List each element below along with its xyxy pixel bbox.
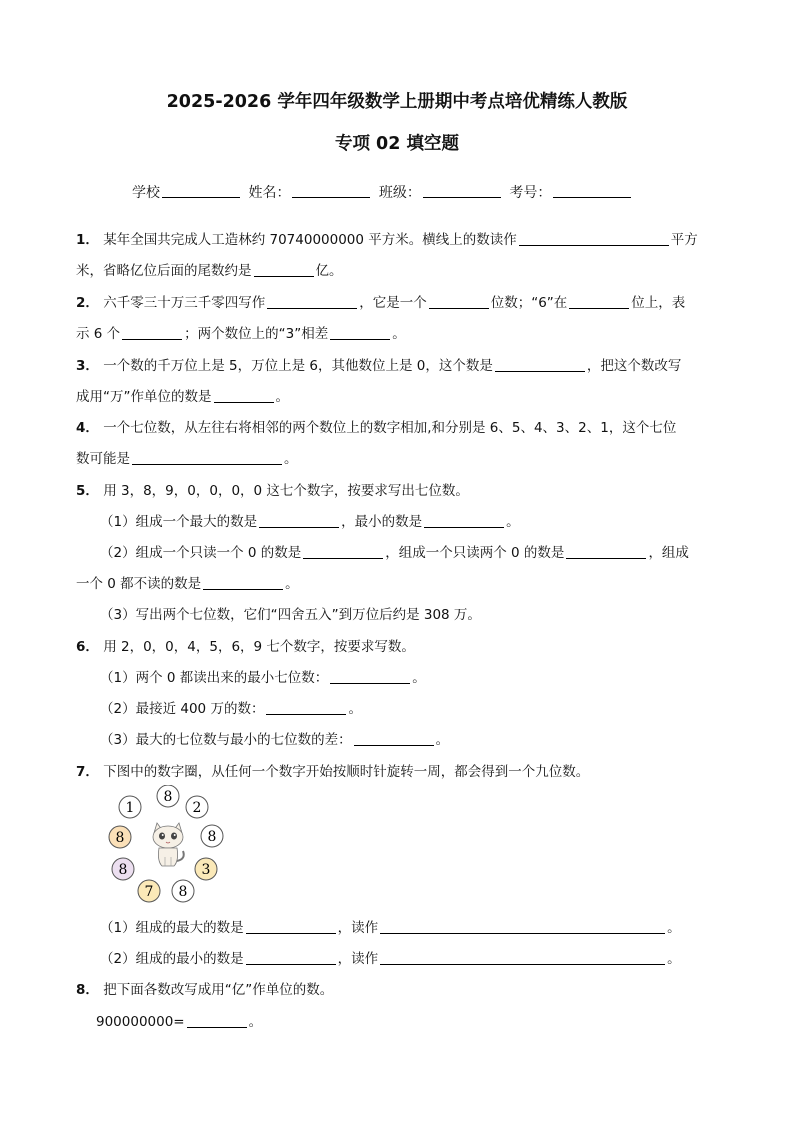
question-6-part-3: （3）最大的七位数与最小的七位数的差： 。 xyxy=(100,732,450,748)
ring-digit: 1 xyxy=(125,800,135,816)
question-6-part-1: （1）两个 0 都读出来的最小七位数： 。 xyxy=(100,670,426,686)
ring-digit: 8 xyxy=(115,830,125,846)
answer-blank[interactable] xyxy=(303,545,383,559)
ring-digit-circle xyxy=(109,826,131,848)
answer-blank[interactable] xyxy=(569,295,629,309)
class-label: 班级： xyxy=(378,185,421,201)
class-field[interactable] xyxy=(423,183,501,198)
answer-blank[interactable] xyxy=(495,358,585,372)
question-5-part-3: （3）写出两个七位数，它们“四舍五入”到万位后约是 308 万。 xyxy=(100,607,481,623)
question-1-line-1: 1． 某年全国共完成人工造林约 70740000000 平方米。横线上的数读作 平方 xyxy=(76,232,698,248)
answer-blank[interactable] xyxy=(267,295,357,309)
answer-blank[interactable] xyxy=(354,732,434,746)
question-6-part-2: （2）最接近 400 万的数： 。 xyxy=(100,701,362,717)
ring-digit-circle xyxy=(112,858,134,880)
answer-blank[interactable] xyxy=(246,920,336,934)
question-number: 4． xyxy=(76,420,99,436)
answer-blank[interactable] xyxy=(266,701,346,715)
question-8-item-1: 900000000= 。 xyxy=(96,1014,263,1030)
ring-digit: 8 xyxy=(118,862,128,878)
cat-icon xyxy=(153,823,184,866)
school-label: 学校 xyxy=(132,185,160,201)
ring-digit-circle xyxy=(119,796,141,818)
question-number: 5． xyxy=(76,483,99,499)
answer-blank[interactable] xyxy=(566,545,646,559)
question-2-line-1: 2． 六千零三十万三千零四写作 ，它是一个 位数；“6”在 位上，表 xyxy=(76,295,686,311)
answer-blank[interactable] xyxy=(519,232,669,246)
question-number: 8． xyxy=(76,982,99,998)
answer-blank[interactable] xyxy=(424,514,504,528)
question-2-line-2: 示 6 个 ；两个数位上的“3”相差 。 xyxy=(76,326,406,342)
answer-blank[interactable] xyxy=(132,451,282,465)
answer-blank[interactable] xyxy=(254,263,314,277)
question-5-line-1: 5． 用 3，8，9，0，0，0，0 这七个数字，按要求写出七位数。 xyxy=(76,483,469,499)
name-field[interactable] xyxy=(292,183,370,198)
question-number: 3． xyxy=(76,358,99,374)
exam-number-field[interactable] xyxy=(553,183,631,198)
answer-blank[interactable] xyxy=(187,1014,247,1028)
question-4-line-2: 数可能是 。 xyxy=(76,451,298,467)
answer-blank[interactable] xyxy=(330,670,410,684)
ring-digit-circle xyxy=(201,825,223,847)
answer-blank[interactable] xyxy=(380,951,665,965)
student-info-row xyxy=(132,182,635,202)
page-title: 2025-2026 学年四年级数学上册期中考点培优精练人教版 xyxy=(166,92,628,112)
ring-digit: 8 xyxy=(207,829,217,845)
question-number: 7． xyxy=(76,764,99,780)
question-5-part-2-cont: 一个 0 都不读的数是 。 xyxy=(76,576,299,592)
ring-digit: 2 xyxy=(192,800,202,816)
answer-blank[interactable] xyxy=(380,920,665,934)
exam-number-label: 考号： xyxy=(509,185,552,201)
answer-blank[interactable] xyxy=(214,389,274,403)
question-7-line-1: 7． 下图中的数字圈，从任何一个数字开始按顺时针旋转一周，都会得到一个九位数。 xyxy=(76,764,590,780)
question-6-line-1: 6． 用 2，0，0，4，5，6，9 七个数字，按要求写数。 xyxy=(76,639,415,655)
name-label: 姓名： xyxy=(248,185,291,201)
question-number: 1． xyxy=(76,232,99,248)
answer-blank[interactable] xyxy=(203,576,283,590)
question-8-line-1: 8． 把下面各数改写成用“亿”作单位的数。 xyxy=(76,982,334,998)
ring-digit: 8 xyxy=(163,789,173,805)
answer-blank[interactable] xyxy=(246,951,336,965)
ring-digit: 7 xyxy=(144,884,154,900)
answer-blank[interactable] xyxy=(429,295,489,309)
question-number: 2． xyxy=(76,295,99,311)
answer-blank[interactable] xyxy=(330,326,390,340)
ring-digit-circle xyxy=(186,796,208,818)
ring-digit-circle xyxy=(195,858,217,880)
question-4-line-1: 4． 一个七位数，从左往右将相邻的两个数位上的数字相加,和分别是 6、5、4、3、2、1，这个七位 xyxy=(76,420,677,436)
ring-digit-circle xyxy=(138,880,160,902)
question-7-part-2: （2）组成的最小的数是 ，读作 。 xyxy=(100,951,681,967)
question-number: 6． xyxy=(76,639,99,655)
ring-digit-circle xyxy=(157,785,179,807)
question-1-line-2: 米，省略亿位后面的尾数约是 亿。 xyxy=(76,263,343,279)
answer-blank[interactable] xyxy=(122,326,182,340)
school-field[interactable] xyxy=(162,183,240,198)
digit-ring-figure xyxy=(103,785,233,905)
answer-blank[interactable] xyxy=(259,514,339,528)
question-3-line-1: 3． 一个数的千万位上是 5，万位上是 6，其他数位上是 0，这个数是 ，把这个数改写 xyxy=(76,358,682,374)
page-subtitle: 专项 02 填空题 xyxy=(334,134,460,154)
ring-digit: 3 xyxy=(201,862,211,878)
question-5-part-1: （1）组成一个最大的数是 ，最小的数是 。 xyxy=(100,514,520,530)
question-3-line-2: 成用“万”作单位的数是 。 xyxy=(76,389,289,405)
ring-digit-circle xyxy=(172,880,194,902)
ring-digit: 8 xyxy=(178,884,188,900)
question-5-part-2: （2）组成一个只读一个 0 的数是 ，组成一个只读两个 0 的数是 ，组成 xyxy=(100,545,689,561)
question-7-part-1: （1）组成的最大的数是 ，读作 。 xyxy=(100,920,681,936)
